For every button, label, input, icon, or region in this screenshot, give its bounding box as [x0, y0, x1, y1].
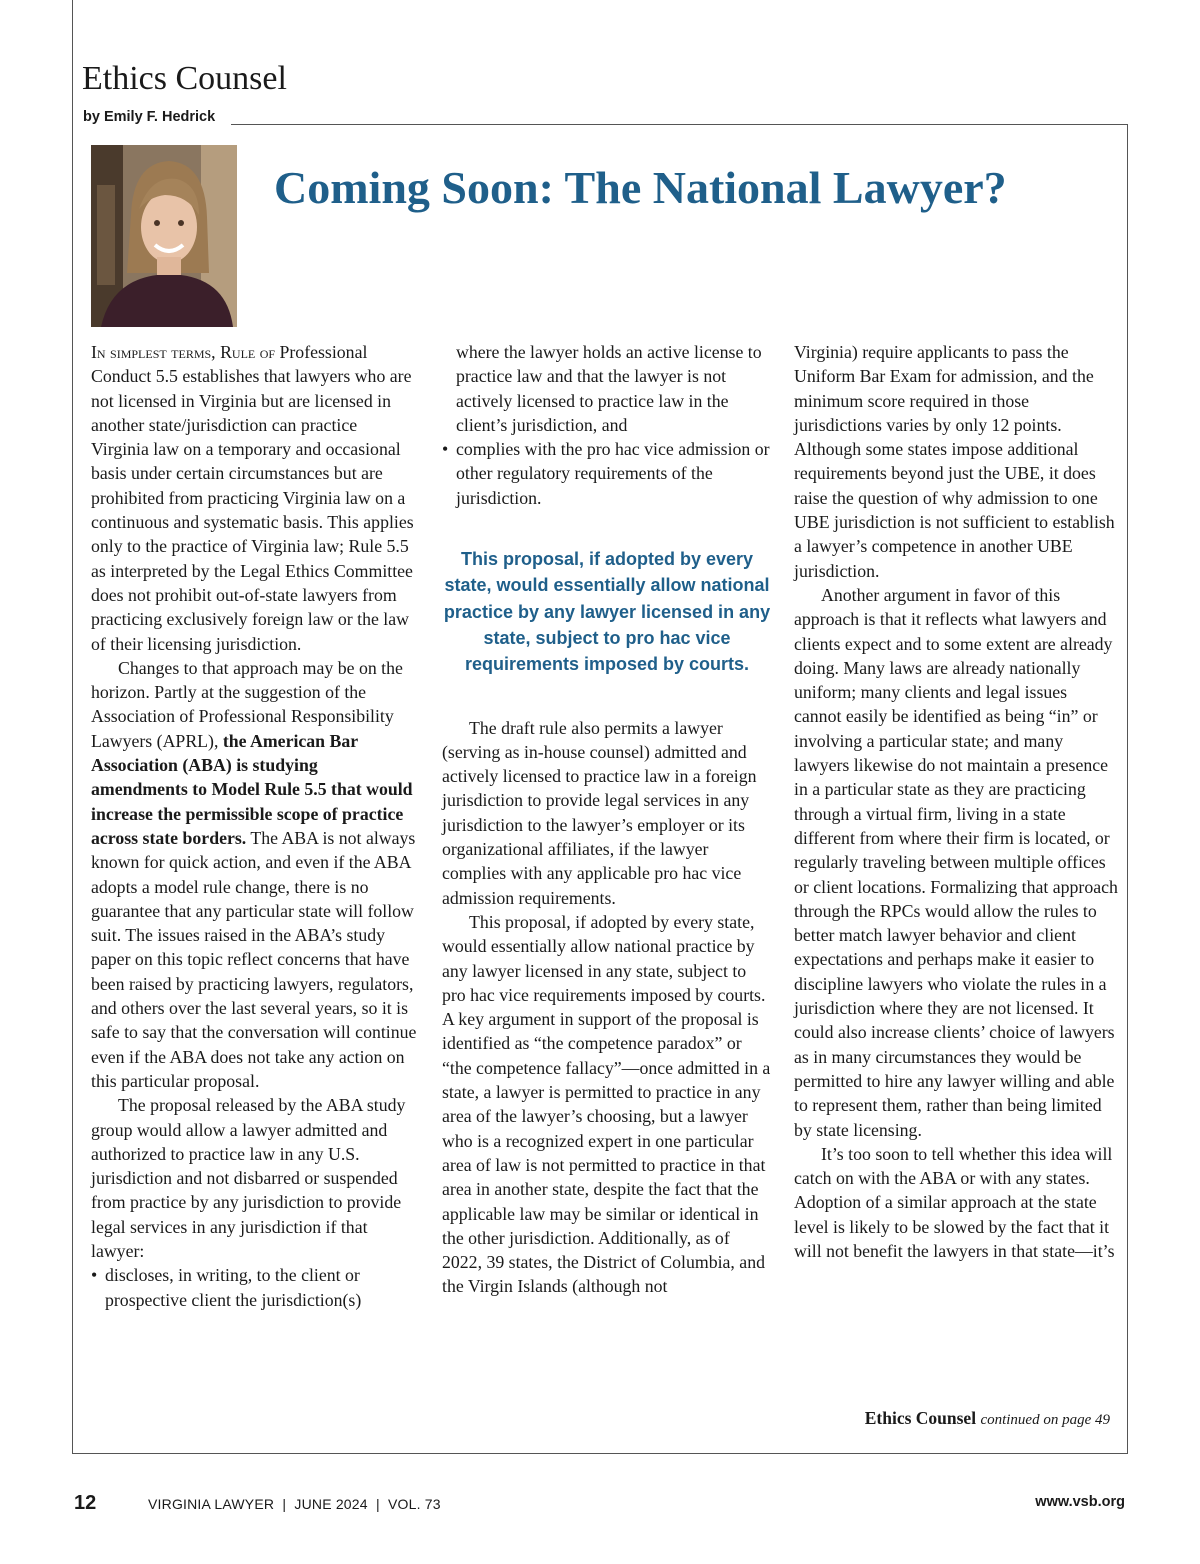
article-column-2	[442, 340, 772, 1299]
lead-in: In simplest terms,	[91, 342, 216, 362]
continued-label: Ethics Counsel	[864, 1408, 977, 1428]
pull-quote: This proposal, if adopted by every state, would essentially allow national practice by any lawyer licensed in any state, subject to pro hac vice requirements imposed by courts.	[443, 549, 771, 675]
paragraph	[91, 340, 418, 656]
paragraph: It’s too soon to tell whether this idea will catch on with the ABA or with any states. Adoption of a similar approach at the state level is likely to be slowed by the fact that it will not benefit the lawyers in that state—it’s	[794, 1143, 1115, 1261]
paragraph: Virginia) require applicants to pass the Uniform Bar Exam for admission, and the minimum score required in those jurisdictions varies by only 12 points. Although some states impose additional requirements beyond just the UBE, it does raise the question of why admission to one UBE jurisdiction is not sufficient to establish a lawyer’s competence in another UBE jurisdiction.	[794, 342, 1115, 581]
paragraph-text: The ABA is not always known for quick action, and even if the ABA adopts a model rule change, there is no guarantee that any particular state will follow suit. The issues raised in the ABA’s study paper on this topic reflect concerns that have been raised by practicing lawyers, regulators, and others over the last several years, so it is safe to say that the conversation will continue even if the ABA does not take any action on this particular proposal.	[91, 827, 417, 1091]
paragraph: The draft rule also permits a lawyer (serving as in-house counsel) admitted and actively licensed to practice law in a foreign jurisdiction to provide legal services in any jurisdiction to the lawyer’s employer or its organizational affiliates, if the lawyer complies with any applicable pro hac vice admission requirements.	[442, 717, 757, 908]
article-column-1	[91, 340, 418, 1312]
paragraph-text: Professional Conduct 5.5 establishes that lawyers who are not licensed in Virginia but are licensed in another state/jurisdiction can practice Virginia law on a temporary and occasional basis under certain circumstances but are prohibited from practicing Virginia law on a continuous and systematic basis. This applies only to the practice of Virginia law; Rule 5.5 as interpreted by the Legal Ethics Committee does not prohibit out-of-state lawyers from practicing exclusively foreign law or the law of their licensing jurisdiction.	[91, 342, 414, 654]
paragraph: The proposal released by the ABA study group would allow a lawyer admitted and authorized to practice law in any U.S. jurisdiction and not disbarred or suspended from practice by any jurisdiction to provide legal services in any jurisdiction if that lawyer:	[91, 1095, 406, 1261]
paragraph: Another argument in favor of this approach is that it reflects what lawyers and clients expect and to some extent are already doing. Many laws are already nationally uniform; many clients and legal issues cannot easily be identified as being “in” or involving a particular state; and many lawyers likewise do not maintain a presence in a particular state as they are practicing through a virtual firm, living in a state different from where their firm is located, or regularly traveling between multiple offices or client locations. Formalizing that approach through the RPCs would allow the rules to better match lawyer behavior and client expectations and perhaps make it easier to discipline lawyers who violate the rules in a jurisdiction where they are not licensed. It could also increase clients’ choice of lawyers as in many circumstances they would be permitted to hire any lawyer willing and able to represent them, rather than being limited by state licensing.	[794, 584, 1118, 1140]
continued-note	[865, 1408, 1110, 1429]
bullet-list	[91, 1263, 418, 1312]
author-byline: by Emily F. Hedrick	[83, 109, 216, 125]
article-headline: Coming Soon: The National Lawyer?	[274, 162, 1007, 213]
lead-in-rule: Rule of	[220, 342, 276, 362]
emphasis-text: the American Bar Association (ABA) is studying amendments to Model Rule 5.5 that would increase the permissible scope of practice across state borders.	[91, 730, 413, 848]
list-item: • discloses, in writing, to the client or prospective client the jurisdiction(s)	[91, 1263, 418, 1312]
continued-page-link[interactable]: continued on page 49	[980, 1412, 1110, 1428]
paragraph-text: Changes to that approach may be on the horizon. Partly at the suggestion of the Association of Professional Responsibility Lawyers (APRL),	[91, 657, 403, 751]
paragraph: This proposal, if adopted by every state, would essentially allow national practice by any lawyer licensed in any state, subject to pro hac vice requirements imposed by courts. A key argument in support of the proposal is identified as “the competence paradox” or “the competence fallacy”—once admitted in a state, a lawyer is permitted to practice in any area of the lawyer’s choosing, but a lawyer who is a recognized expert in one particular area of law is not permitted to practice in that area in another state, despite the fact that the applicable law may be similar or identical in the other jurisdiction. Additionally, as of 2022, 39 states, the District of Columbia, and the Virgin Islands (although not	[442, 911, 771, 1297]
page-number: 12	[74, 1492, 97, 1514]
section-title: Ethics Counsel	[82, 60, 287, 97]
list-item-continued: where the lawyer holds an active license to practice law and that the lawyer is not actively licensed to practice law in the client’s jurisdiction, and	[456, 342, 762, 435]
bullet-list	[442, 340, 772, 510]
paragraph	[91, 656, 418, 1093]
list-item: • complies with the pro hac vice admission or other regulatory requirements of the jurisdiction.	[442, 437, 772, 510]
publication-info: VIRGINIA LAWYER | JUNE 2024 | VOL. 73	[148, 1496, 441, 1512]
header-rule-vertical	[72, 0, 73, 124]
website-link[interactable]: www.vsb.org	[1035, 1494, 1125, 1510]
article-column-3	[794, 340, 1118, 1263]
author-photo	[91, 145, 237, 327]
